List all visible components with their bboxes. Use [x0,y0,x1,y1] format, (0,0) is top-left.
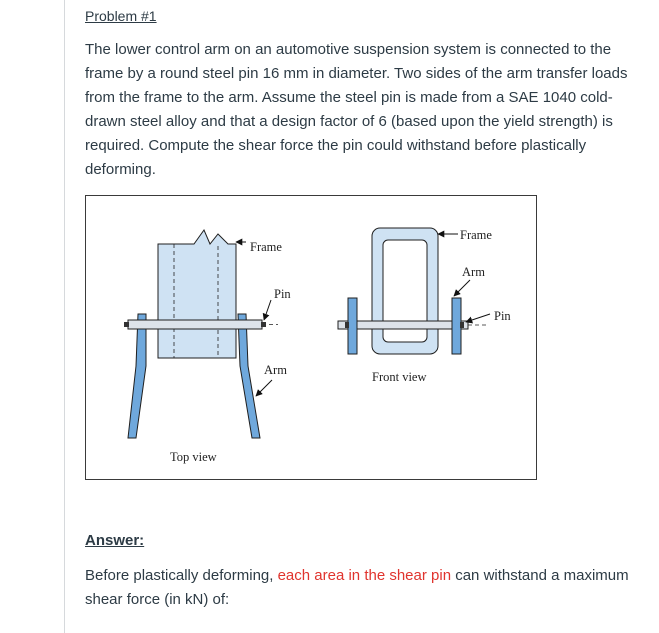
front-view-pin-label: Pin [494,309,511,323]
top-view-arm-left [128,314,146,438]
front-view-arm-left [348,298,357,354]
top-view-frame-label: Frame [250,240,282,254]
top-view-group [124,230,291,464]
problem-title: Problem #1 [85,8,157,24]
top-view-arm-right [238,314,260,438]
front-view-arm-label: Arm [462,265,485,279]
figure-drawing [86,196,538,481]
top-view-pin [128,320,262,329]
top-view-arm-label: Arm [264,363,287,377]
front-view-frame-label: Frame [460,228,492,242]
answer-highlight: each area in the shear pin [277,567,452,584]
suspension-figure [85,195,537,480]
problem-statement: The lower control arm on an automotive suspension system is connected to the frame by a round steel pin 16 mm in diameter. Two sides of the arm transfer loads from the frame to the arm. Assume the steel pin is made from a SAE 1040 cold-drawn steel alloy and that a design factor of 6 (based upon the yield strength) is required. Compute the shear force the pin could withstand before plastically deforming. [85,41,628,178]
top-view-frame [158,230,236,358]
left-border-rule [64,0,65,633]
answer-text [85,564,641,612]
top-view-pin-label: Pin [274,287,291,301]
front-view-caption: Front view [372,370,427,384]
answer-text-after: can withstand a maximum shear force (in kN) of: [85,567,629,608]
answer-text-before: Before plastically deforming, [85,567,278,584]
front-view-arm-right [452,298,461,354]
answer-heading: Answer: [85,532,145,549]
top-view-caption: Top view [170,450,217,464]
front-view-group [338,228,511,384]
